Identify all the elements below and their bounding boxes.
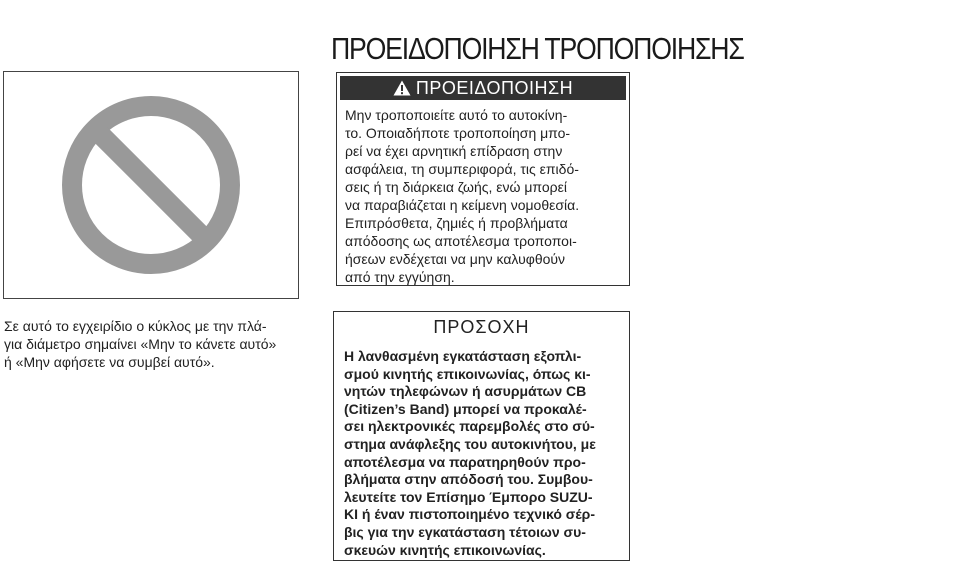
- caution-line: αποτέλεσμα να παρατηρηθούν προ-: [344, 453, 586, 470]
- caution-line: σκευών κινητής επικοινωνίας.: [344, 541, 546, 558]
- caution-line: βλήματα στην απόδοσή του. Συμβου-: [344, 471, 593, 488]
- warning-line: ασφάλεια, τη συμπεριφορά, τις επιδό-: [345, 161, 579, 177]
- caution-line: βις για την εγκατάσταση τέτοιων συ-: [344, 523, 586, 540]
- caution-line: σει ηλεκτρονικές παρεμβολές στο σύ-: [344, 418, 595, 435]
- warning-line: Μην τροποποιείτε αυτό το αυτοκίνη-: [345, 107, 568, 123]
- warning-line: το. Οποιαδήποτε τροποποίηση μπο-: [345, 125, 571, 141]
- warning-header: [340, 76, 626, 100]
- warning-text: [345, 106, 627, 286]
- caution-box: [333, 311, 630, 561]
- caution-line: στημα ανάφλεξης του αυτοκινήτου, με: [344, 435, 596, 452]
- page-title: ΠΡΟΕΙΔΟΠΟΙΗΣΗ ΤΡΟΠΟΠΟΙΗΣΗΣ: [331, 30, 744, 66]
- caution-line: KI ή έναν πιστοποιημένο τεχνικό σέρ-: [344, 506, 595, 523]
- warning-triangle-icon: [393, 80, 411, 96]
- caption-line: ή «Μην αφήσετε να συμβεί αυτό».: [4, 354, 215, 370]
- warning-line: σεις ή τη διάρκεια ζωής, ενώ μπορεί: [345, 179, 567, 195]
- warning-line: ρεί να έχει αρνητική επίδραση στην: [345, 143, 563, 159]
- warning-line: απόδοσης ως αποτέλεσμα τροποποι-: [345, 233, 577, 249]
- caution-line: (Citizen’s Band) μπορεί να προκαλέ-: [344, 400, 587, 417]
- prohibition-slash: [95, 129, 207, 241]
- warning-line: να παραβιάζεται η κείμενη νομοθεσία.: [345, 197, 580, 213]
- caution-line: Η λανθασμένη εγκατάσταση εξοπλι-: [344, 348, 582, 364]
- warning-title: ΠΡΟΕΙΔΟΠΟΙΗΣΗ: [415, 78, 574, 98]
- warning-line: Επιπρόσθετα, ζημιές ή προβλήματα: [345, 215, 568, 231]
- caution-text: [344, 348, 624, 559]
- prohibition-circle-icon: [4, 72, 298, 298]
- caution-title: ΠΡΟΣΟΧΗ: [433, 317, 530, 337]
- symbol-caption: [4, 317, 304, 371]
- prohibition-symbol-panel: [3, 71, 299, 299]
- caution-line: νητών τηλεφώνων ή ασυρμάτων CB: [344, 383, 587, 400]
- warning-line: ήσεων ενδέχεται να μην καλυφθούν: [345, 251, 566, 267]
- caption-line: Σε αυτό το εγχειρίδιο ο κύκλος με την πλά-: [4, 318, 267, 334]
- caution-line: σμού κινητής επικοινωνίας, όπως κι-: [344, 365, 591, 382]
- caution-line: λευτείτε τον Επίσημο Έμπορο SUZU-: [344, 488, 593, 505]
- warning-box: [336, 72, 630, 286]
- warning-line: από την εγγύηση.: [345, 269, 455, 285]
- caption-line: για διάμετρο σημαίνει «Μην το κάνετε αυτό»: [4, 336, 277, 352]
